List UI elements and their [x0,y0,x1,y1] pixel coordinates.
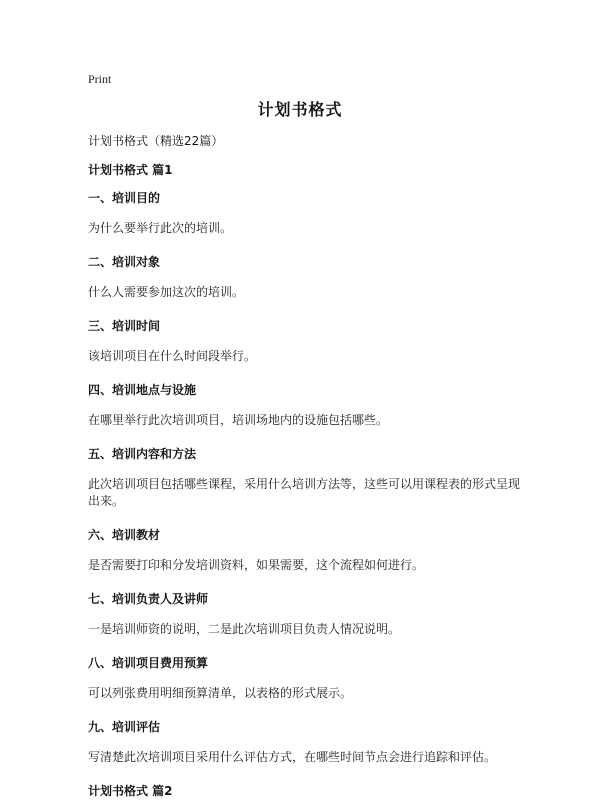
print-label: Print [88,72,112,86]
item-heading: 九、培训评估 [88,720,161,734]
item-text: 一是培训师资的说明，二是此次培训项目负责人情况说明。 [88,622,401,636]
section-heading-1: 计划书格式 篇1 [88,163,173,177]
item-text: 是否需要打印和分发培训资料，如果需要，这个流程如何进行。 [88,558,425,572]
section-heading-2: 计划书格式 篇2 [88,784,173,798]
document-title: 计划书格式 [257,100,343,119]
item-heading: 三、培训时间 [88,319,161,333]
item-heading: 八、培训项目费用预算 [88,656,209,670]
document-subtitle: 计划书格式（精选22篇） [88,134,224,148]
document-body [88,133,522,811]
item-heading: 四、培训地点与设施 [88,383,197,397]
item-heading: 六、培训教材 [88,528,161,542]
item-text: 为什么要举行此次的培训。 [88,221,233,235]
item-heading: 七、培训负责人及讲师 [88,592,209,606]
item-text: 什么人需要参加这次的培训。 [88,285,245,299]
item-text: 此次培训项目包括哪些课程，采用什么培训方法等，这些可以用课程表的形式呈现出来。 [88,477,521,508]
item-text: 在哪里举行此次培训项目，培训场地内的设施包括哪些。 [88,413,389,427]
item-heading: 一、培训目的 [88,191,161,205]
item-text: 可以列张费用明细预算清单，以表格的形式展示。 [88,686,353,700]
item-text: 该培训项目在什么时间段举行。 [88,349,257,363]
item-heading: 五、培训内容和方法 [88,447,197,461]
item-text: 写清楚此次培训项目采用什么评估方式，在哪些时间节点会进行追踪和评估。 [88,750,497,764]
item-heading: 二、培训对象 [88,255,161,269]
